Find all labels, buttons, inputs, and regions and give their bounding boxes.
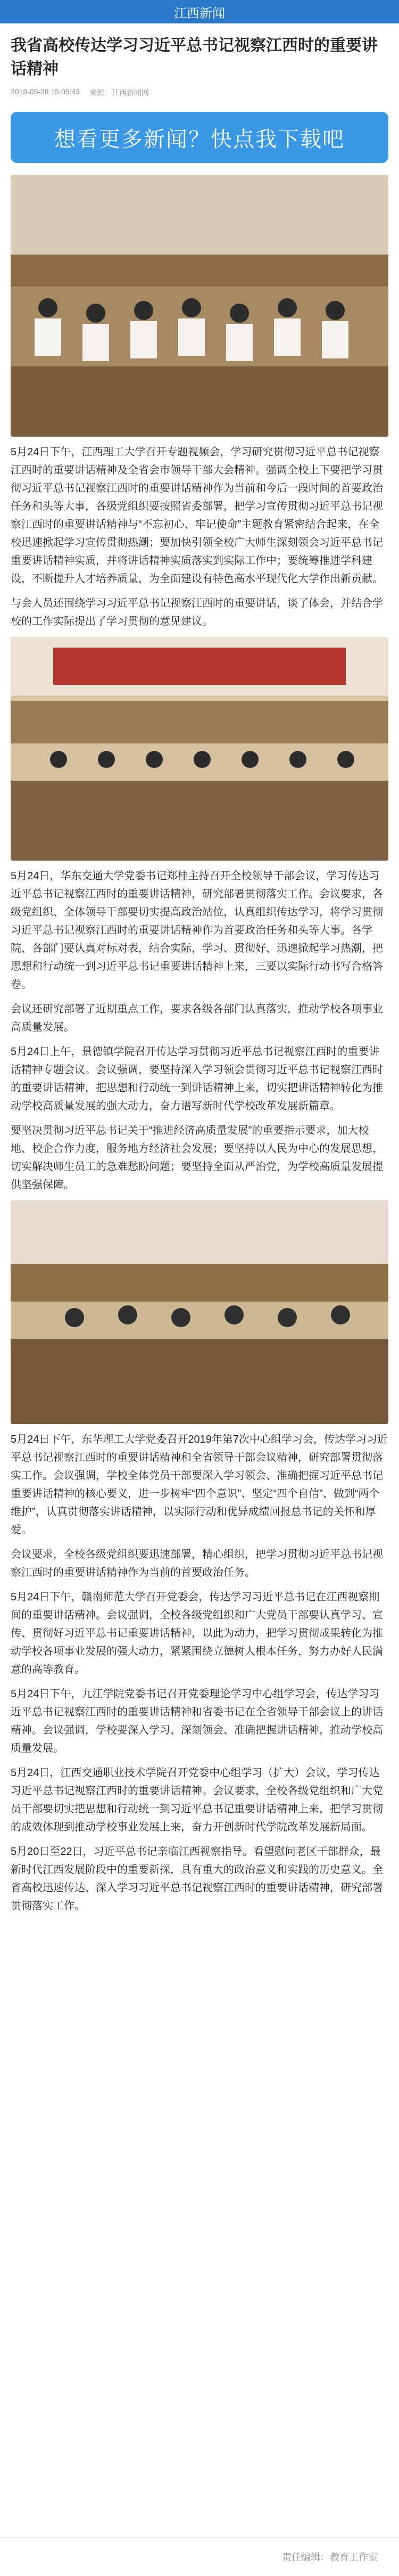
article-header <box>0 23 399 98</box>
paragraph: 5月24日下午，东华理工大学党委召开2019年第7次中心组学习会，传达学习习近平总书记视察江西时的重要讲话精神和全省领导干部会议精神，研究部署贯彻落实工作。会议强调，学校全体党员干部要深入学习领会、准确把握习近平总书记重要讲话精神的核心要义，进一步树牢“四个意识”、坚定“四个自信”、做到“两个维护”，认真贯彻落实讲话精神，以实际行动和优异成绩回报总书记的关怀和厚爱。 <box>11 1434 388 1536</box>
paragraph: 5月24日下午，赣南师范大学召开党委会，传达学习习近平总书记在江西视察期间的重要讲话精神。会议强调，全校各级党组织和广大党员干部要认真学习、宣传、贯彻好习近平总书记重要讲话精神，以此为动力，把学习贯彻成果转化为推动学校各项事业发展的强大动力，紧紧围绕立德树人根本任务，努力办好人民满意的高等教育。 <box>11 1591 383 1675</box>
article-body-1 <box>0 443 399 631</box>
paragraph: 5月24日，华东交通大学党委书记郑桂主持召开全校领导干部会议，学习传达习近平总书记视察江西时的重要讲话精神，研究部署贯彻落实工作。会议要求，各级党组织、全体领导干部要切实提高政治站位，认真组织传达学习，将学习贯彻习近平总书记视察江西时的重要讲话精神作为首要政治任务和头等大事。各学院、各部门要认真对标对表，结合实际，学习、贯彻好、迅速掀起学习热潮，把思想和行动统一到习近平总书记重要讲话精神上来，三要以实际行动书写合格答卷。 <box>11 870 383 991</box>
article-body-2 <box>0 867 399 1194</box>
article-date: 2019-05-28 15:05:43 <box>11 87 80 96</box>
editor-credit: 责任编辑：教育工作室 <box>282 2552 378 2563</box>
article-source: 来源：江西新闻网 <box>89 88 149 97</box>
paragraph: 要坚决贯彻习近平总书记关于“推进经济高质量发展”的重要指示要求，加大校地、校企合作力度，服务地方经济社会发展；要坚持以人民为中心的发展思想，切实解决师生员工的急难愁盼问题；要坚持全面从严治党，为学校高质量发展提供坚强保障。 <box>11 1125 383 1191</box>
paragraph: 会议还研究部署了近期重点工作，要求各级各部门认真落实，推动学校各项事业高质量发展。 <box>11 1003 383 1033</box>
meeting-photo <box>11 637 388 861</box>
paragraph: 5月24日下午，九江学院党委书记召开党委理论学习中心组学习会，传达学习习近平总书记视察江西时的重要讲话精神和省委书记在全省领导干部会议上的讲话精神。会议强调，学校要深入学习、深刻领会、准确把握讲话精神，推动学校高质量发展。 <box>11 1688 383 1754</box>
paragraph: 5月24日上午，景德镇学院召开传达学习贯彻习近平总书记视察江西时的重要讲话精神专题会议。会议强调，要坚持深入学习领会贯彻习近平总书记视察江西时的重要讲话精神，把思想和行动统一到讲话精神上来，切实把讲话精神转化为推动学校高质量发展的强大动力，奋力谱写新时代学校改革发展新篇章。 <box>11 1046 383 1112</box>
header-title: 江西新闻 <box>174 6 225 21</box>
download-app-banner[interactable]: 想看更多新闻？快点我下载吧 <box>11 112 388 163</box>
article-footer <box>0 2537 399 2576</box>
article-body-3 <box>0 1430 399 1915</box>
article-meta <box>11 87 388 98</box>
paragraph: 5月20日至22日，习近平总书记亲临江西视察指导。看望慰问老区干部群众，最新时代江西发展阶段中的重要新探，具有重大的政治意义和实践的历史意义。全省高校迅速传达、深入学习习近平总书记视察江西时的重要讲话精神，研究部署贯彻落实工作。 <box>11 1846 383 1912</box>
meeting-photo <box>11 1200 388 1424</box>
article-title: 我省高校传达学习习近平总书记视察江西时的重要讲话精神 <box>11 37 378 78</box>
meeting-photo <box>11 175 388 437</box>
top-bar <box>0 0 399 23</box>
paragraph: 会议要求，全校各级党组织要迅速部署，精心组织，把学习贯彻习近平总书记视察江西时的重要讲话精神作为当前的首要政治任务。 <box>11 1549 383 1579</box>
paragraph: 与会人员还围绕学习习近平总书记视察江西时的重要讲话，谈了体会，并结合学校的工作实际提出了学习贯彻的意见建议。 <box>11 598 383 627</box>
paragraph: 5月24日，江西交通职业技术学院召开党委中心组学习（扩大）会议，学习传达习近平总书记视察江西时的重要讲话精神。会议要求，全校各级党组织和广大党员干部要切实把思想和行动统一到习近平总书记重要讲话精神上来，把学习贯彻的成效体现到推动学校事业发展上来，奋力开创新时代学院改革发展新局面。 <box>11 1767 383 1833</box>
paragraph: 5月24日下午，江西理工大学召开专题视频会，学习研究贯彻习近平总书记视察江西时的重要讲话精神及全省会市领导干部大会精神。强调全校上下要把学习贯彻习近平总书记视察江西时的重要讲话精神作为当前和今后一段时间的首要政治任务和头等大事，各级党组织要按照省委部署，把学习宣传贯彻习近平总书记视察江西时的重要讲话精神与“不忘初心、牢记使命”主题教育紧密结合起来，在全校迅速掀起学习宣传贯彻热潮；要加快引领全校广大师生深刻领会习近平总书记重要讲话精神实质，并将讲话精神实质落实到实际工作中；要统筹推进学科建设，不断提升人才培养质量，为全面建设有特色高水平现代化大学作出新贡献。 <box>11 446 383 585</box>
